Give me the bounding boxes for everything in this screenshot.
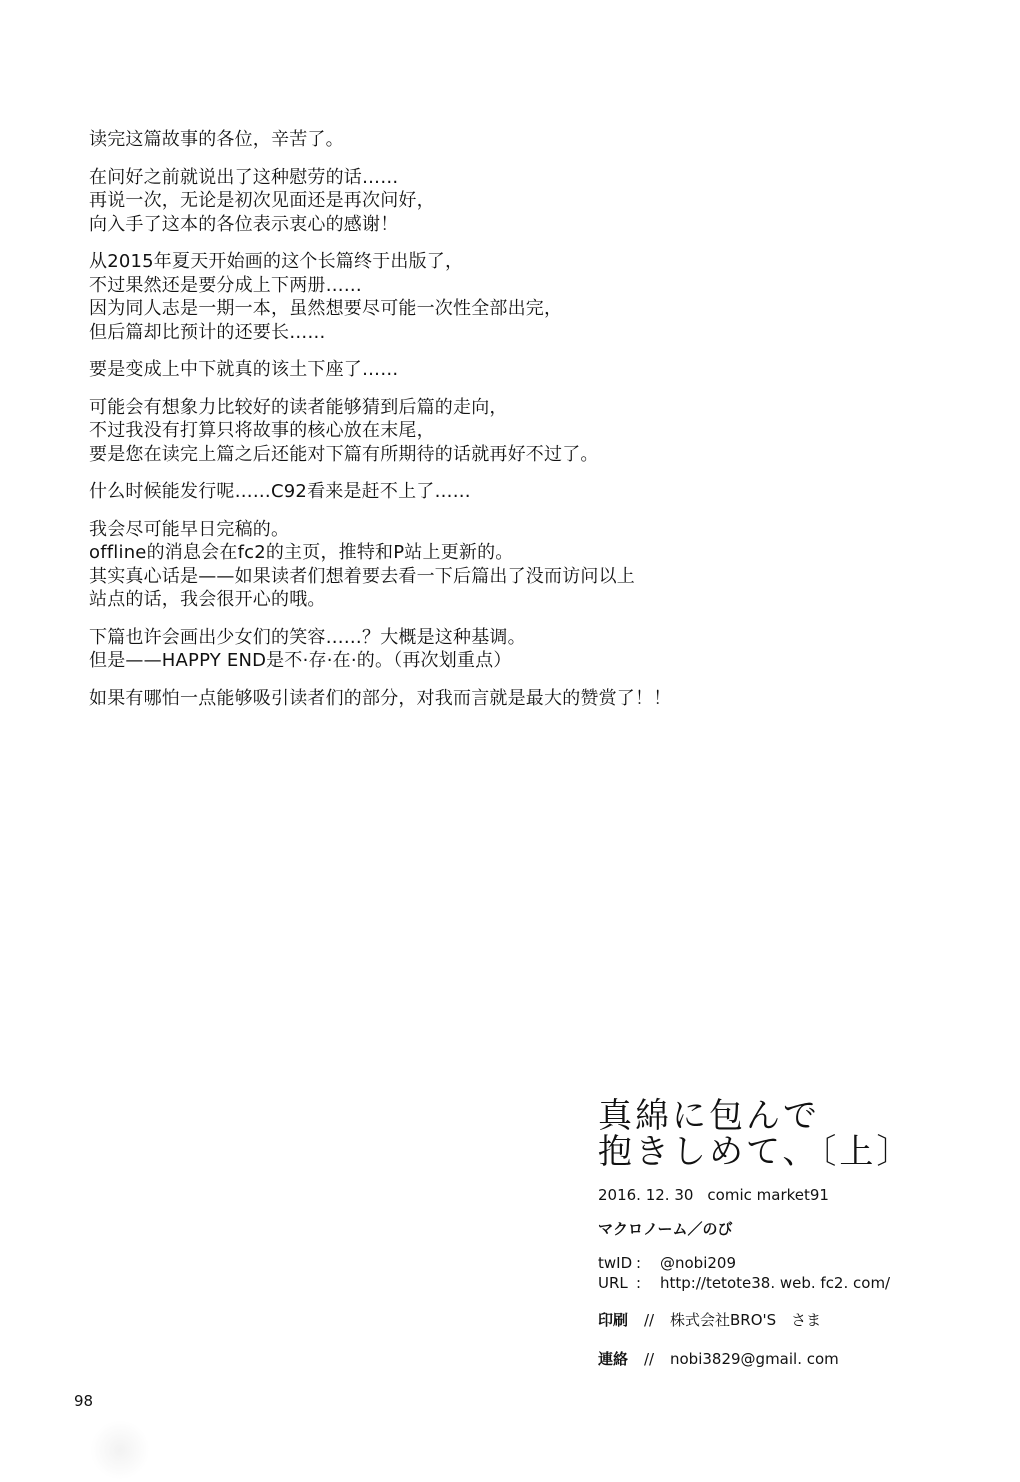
text-line: 可能会有想象力比较好的读者能够猜到后篇的走向， — [89, 396, 508, 418]
contact-label: 連絡 — [598, 1350, 629, 1368]
paragraph — [89, 626, 909, 673]
contact-row — [598, 1348, 998, 1369]
text-line: 下篇也许会画出少女们的笑容……？大概是这种基调。 — [89, 626, 526, 648]
text-line: 站点的话，我会很开心的哦。 — [89, 589, 326, 610]
printer-row — [598, 1309, 998, 1330]
book-title — [598, 1098, 998, 1170]
paragraph — [89, 518, 909, 612]
social-contacts — [598, 1253, 998, 1293]
twid-separator: : — [636, 1254, 642, 1272]
text-line: 再说一次，无论是初次见面还是再次问好， — [89, 190, 435, 211]
text-line: 但是——HAPPY END是不·存·在·的。（再次划重点） — [89, 650, 512, 671]
printer-value: 株式会社BRO'S さま — [670, 1311, 822, 1329]
paragraph — [89, 166, 909, 237]
release-event: comic market91 — [707, 1186, 829, 1204]
text-line: 不过我没有打算只将故事的核心放在末尾， — [89, 420, 435, 441]
url-row — [598, 1273, 998, 1293]
twitter-row — [598, 1253, 998, 1273]
text-line: 要是您在读完上篇之后还能对下篇有所期待的话就再好不过了。 — [89, 443, 599, 465]
paragraph — [89, 687, 909, 711]
afterword-text — [89, 128, 909, 724]
text-line: 什么时候能发行呢……C92看来是赶不上了…… — [89, 481, 471, 502]
url-value: http://tetote38. web. fc2. com/ — [660, 1274, 891, 1292]
text-line: 向入手了这本的各位表示衷心的感谢！ — [89, 213, 399, 235]
release-info — [598, 1186, 998, 1204]
twid-value: @nobi209 — [660, 1254, 737, 1272]
book-title-line-2: 抱きしめて、〔上〕 — [598, 1132, 914, 1172]
contact-slashes: // — [644, 1350, 655, 1368]
page-number: 98 — [74, 1392, 94, 1410]
colophon — [598, 1098, 998, 1369]
paragraph — [89, 250, 909, 344]
book-title-line-1: 真綿に包んで — [598, 1096, 820, 1136]
scan-smudge — [90, 1420, 150, 1480]
text-line: 从2015年夏天开始画的这个长篇终于出版了， — [89, 251, 464, 272]
text-line: 我会尽可能早日完稿的。 — [89, 518, 290, 540]
paragraph — [89, 480, 909, 504]
printer-label: 印刷 — [598, 1311, 629, 1329]
text-line: 要是变成上中下就真的该土下座了…… — [89, 359, 399, 380]
paragraph — [89, 396, 909, 467]
printer-slashes: // — [644, 1311, 655, 1329]
url-label: URL — [598, 1274, 628, 1292]
contact-email: nobi3829@gmail. com — [670, 1350, 839, 1368]
release-date: 2016. 12. 30 — [598, 1186, 694, 1204]
url-separator: : — [636, 1274, 642, 1292]
text-line: 但后篇却比预计的还要长…… — [89, 321, 326, 343]
text-line: offline的消息会在fc2的主页，推特和P站上更新的。 — [89, 542, 514, 563]
twid-label: twID — [598, 1254, 633, 1272]
circle-author: マクロノーム／のび — [598, 1220, 733, 1238]
text-line: 因为同人志是一期一本，虽然想要尽可能一次性全部出完， — [89, 298, 563, 319]
text-line: 其实真心话是——如果读者们想着要去看一下后篇出了没而访问以上 — [89, 565, 635, 587]
paragraph — [89, 358, 909, 382]
text-line: 如果有哪怕一点能够吸引读者们的部分，对我而言就是最大的赞赏了！！ — [89, 687, 672, 709]
paragraph — [89, 128, 909, 152]
text-line: 在问好之前就说出了这种慰劳的话…… — [89, 166, 399, 188]
text-line: 不过果然还是要分成上下两册…… — [89, 274, 362, 296]
text-line: 读完这篇故事的各位，辛苦了。 — [89, 129, 344, 150]
